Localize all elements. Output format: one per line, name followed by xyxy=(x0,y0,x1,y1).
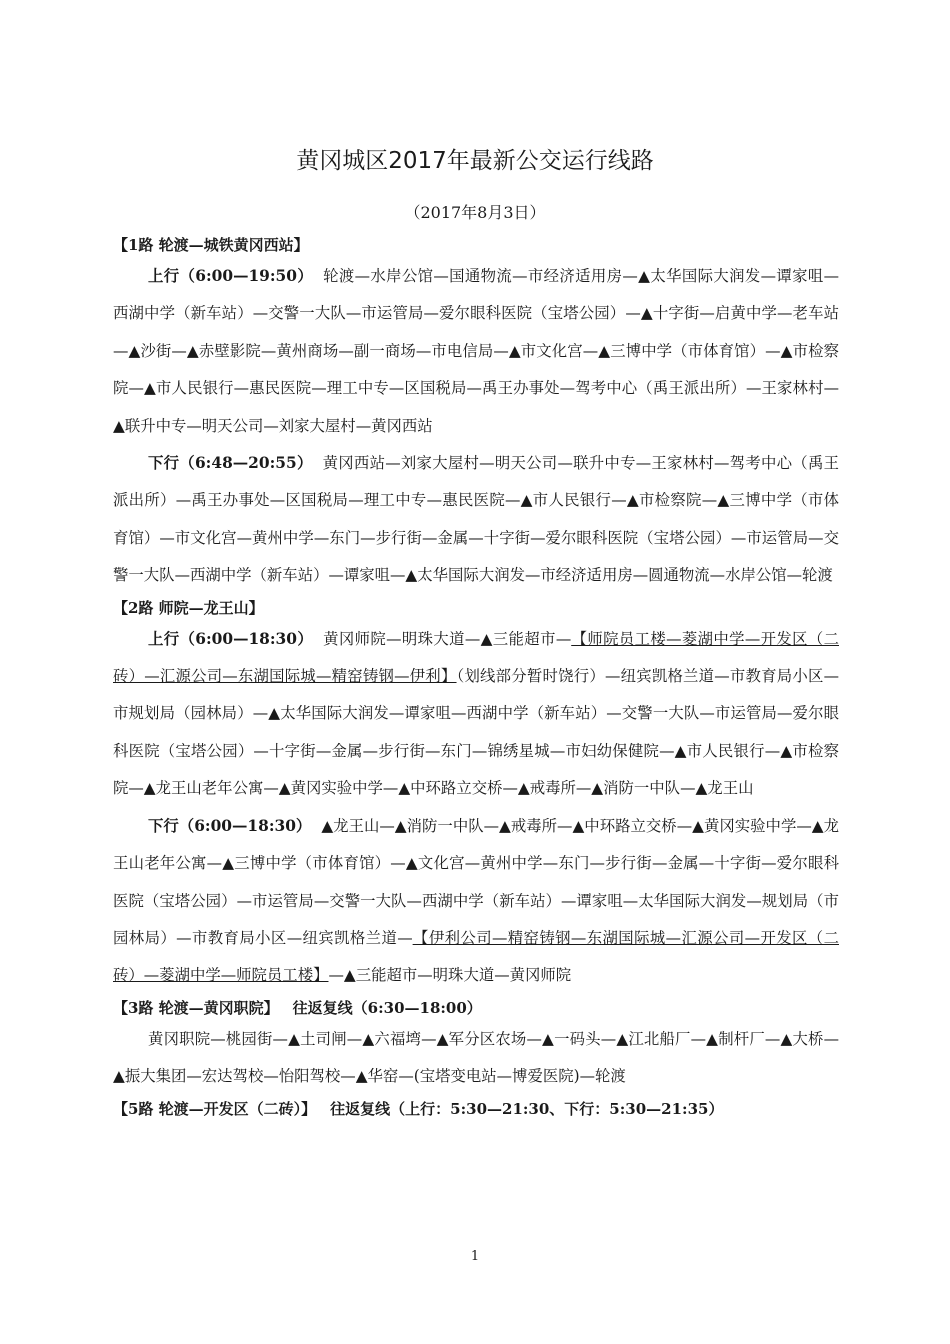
route-2-up xyxy=(113,621,839,808)
route-3-stops: 黄冈职院—桃园街—▲土司闸—▲六福塆—▲军分区农场—▲一码头—▲江北船厂—▲制杆厂—▲大桥—▲振大集团—宏达驾校—怡阳驾校—▲华窑—(宝塔变电站—博爱医院)—轮渡 xyxy=(113,1029,839,1086)
route-1-up xyxy=(113,258,839,445)
route-1-down xyxy=(113,445,839,595)
route-3-heading-schedule: 往返复线（6:30—18:00） xyxy=(292,998,482,1017)
route-2-up-detour-underlined: 【师院员工楼—菱湖中学—开发区（二砖）—汇源公司—东湖国际城—精窑铸钢—伊利】 xyxy=(113,629,839,686)
route-1-down-label: 下行（6:48—20:55） xyxy=(148,454,313,473)
route-2-down xyxy=(113,808,839,995)
route-2-up-stops-pre: 黄冈师院—明珠大道—▲三能超市— xyxy=(323,629,572,648)
route-1-heading: 【1路 轮渡—城铁黄冈西站】 xyxy=(113,236,309,254)
page-number: 1 xyxy=(470,1249,480,1264)
route-3-heading xyxy=(113,995,839,1021)
route-3-heading-title: 【3路 轮渡—黄冈职院】 xyxy=(113,998,279,1017)
route-1-up-label: 上行（6:00—19:50） xyxy=(148,267,314,285)
route-5-heading-title: 【5路 轮渡—开发区（二砖）】 xyxy=(113,1099,317,1118)
route-2-down-label: 下行（6:00—18:30） xyxy=(148,816,312,835)
route-2-down-stops-post: —▲三能超市—明珠大道—黄冈师院 xyxy=(328,966,572,985)
document-title: 黄冈城区2017年最新公交运行线路 xyxy=(296,148,654,174)
route-5-heading xyxy=(113,1096,839,1122)
route-2-heading: 【2路 师院—龙王山】 xyxy=(113,598,264,617)
document-date: （2017年8月3日） xyxy=(404,203,546,222)
route-5-heading-schedule: 往返复线（上行：5:30—21:30、下行：5:30—21:35） xyxy=(330,1099,724,1118)
route-2-down-detour-underlined: 【伊利公司—精窑铸钢—东湖国际城—汇源公司—开发区（二砖）—菱湖中学—师院员工楼】 xyxy=(113,928,839,985)
route-2-down-stops-pre: ▲龙王山—▲消防一中队—▲戒毒所—▲中环路立交桥—▲黄冈实验中学—▲龙王山老年公寓—▲三博中学（市体育馆）—▲文化宫—黄州中学—东门—步行街—金属—十字街—爱尔眼科医院（宝塔公园）—市运管局—交警一大队—西湖中学（新车站）—谭家咀—太华国际大润发—规划局（市园林局）—市教育局小区—纽宾凯格兰道— xyxy=(113,816,839,947)
route-2-up-stops-post: （划线部分暂时饶行）—纽宾凯格兰道—市教育局小区—市规划局（园林局）—▲太华国际大润发—谭家咀—西湖中学（新车站）—交警一大队—市运管局—爱尔眼科医院（宝塔公园）—十字街—金属—步行街—东门—锦绣星城—市妇幼保健院—▲市人民银行—▲市检察院—▲龙王山老年公寓—▲黄冈实验中学—▲中环路立交桥—▲戒毒所—▲消防一中队—▲龙王山 xyxy=(113,667,839,798)
route-1-up-stops: 轮渡—水岸公馆—国通物流—市经济适用房—▲太华国际大润发—谭家咀—西湖中学（新车站）—交警一大队—市运管局—爱尔眼科医院（宝塔公园）—▲十字街—启黄中学—老车站—▲沙街—▲赤壁影院—黄州商场—副一商场—市电信局—▲市文化宫—▲三博中学（市体育馆）—▲市检察院—▲市人民银行—惠民医院—理工中专—区国税局—禹王办事处—驾考中心（禹王派出所）—王家林村—▲联升中专—明天公司—刘家大屋村—黄冈西站 xyxy=(113,267,839,435)
route-2-up-label: 上行（6:00—18:30） xyxy=(148,629,314,648)
document-body xyxy=(113,232,839,1122)
route-1-down-stops: 黄冈西站—刘家大屋村—明天公司—联升中专—王家林村—驾考中心（禹王派出所）—禹王办事处—区国税局—理工中专—惠民医院—▲市人民银行—▲市检察院—▲三博中学（市体育馆）—市文化宫—黄州中学—东门—步行街—金属—十字街—爱尔眼科医院（宝塔公园）—市运管局—交警一大队—西湖中学（新车站）—谭家咀—▲太华国际大润发—市经济适用房—圆通物流—水岸公馆—轮渡 xyxy=(113,454,839,585)
